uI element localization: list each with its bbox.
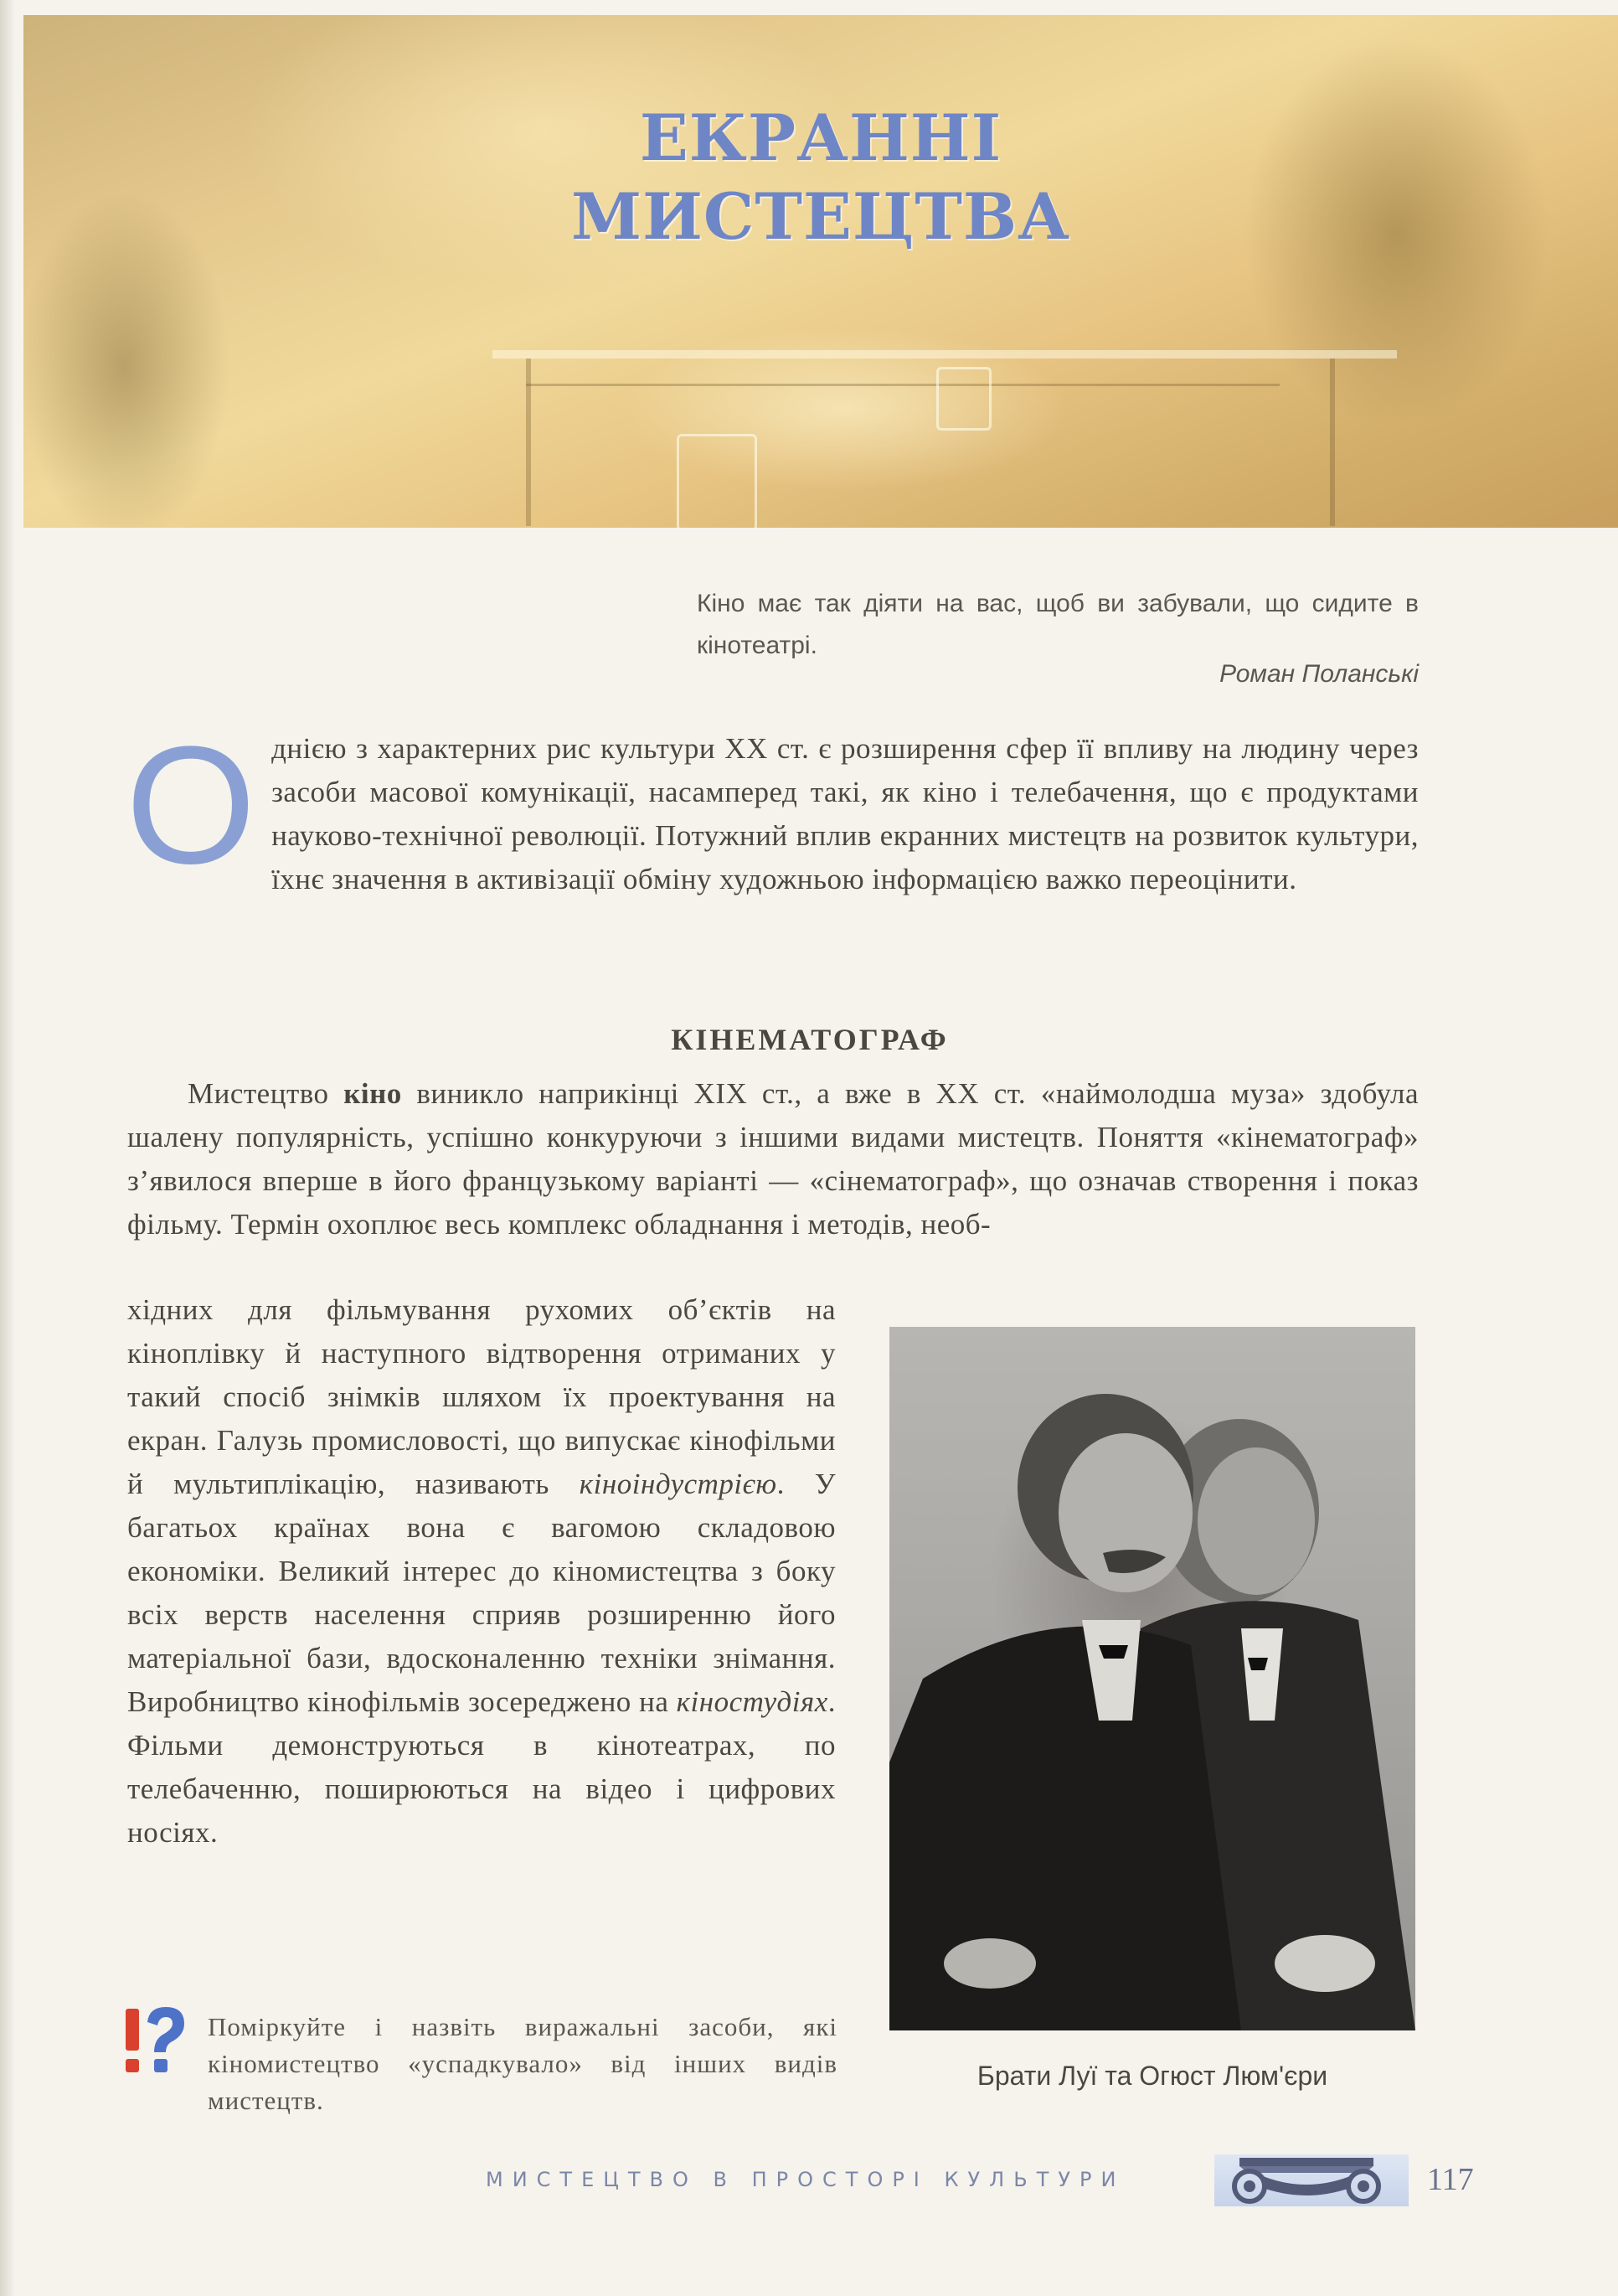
p1-text-end: виникло наприкінці XIX ст., а вже в XX ст. «наймолодша муза» здобула шалену популярність, успішно конкуруючи з іншими видами мистецтв. Поняття «кінематограф» з’явилося вперше в його французькому варіанті — «сінематограф», що означав створення і показ фільму. Термін охоплює весь комплекс обладнання і методів, необ-	[127, 1077, 1420, 1241]
p2-text-end: . Фільми демонструються в кінотеатрах, по телебаченню, поширюються на відео і цифрових носіях.	[127, 1685, 836, 1849]
p1-text-start: Мистецтво	[188, 1077, 344, 1110]
photo-illustration	[889, 1327, 1415, 2030]
footer-ornament	[1214, 2154, 1409, 2206]
banner-table-edge	[492, 350, 1397, 359]
p2-text-middle: . У багатьох країнах вона є вагомою складовою економіки. Великий інтерес до кіномистецтва з боку всіх верств населення сприяв розширенню його матеріальної бази, вдосконаленню техніки знімання. Виробництво кінофільмів зосереджено на	[127, 1468, 837, 1718]
exclamation-question-icon	[124, 2004, 186, 2079]
banner-table-shadow	[526, 384, 1280, 386]
page-number: 117	[1427, 2162, 1474, 2197]
section-paragraph-2	[127, 1288, 836, 1855]
banner-glass	[936, 367, 992, 431]
intro-paragraph	[126, 712, 1419, 901]
epigraph-author: Роман Поланські	[1219, 660, 1419, 688]
page-title-line-1: ЕКРАННІ	[639, 101, 1002, 175]
lumiere-brothers-photo	[889, 1327, 1415, 2030]
p2-text-start: хідних для фільмування рухомих об’єктів на кіноплівку й наступного відтворення отриманих у такий спосіб знімків шляхом їх проектування на екран. Галузь промисловості, що випускає кінофільми й мультиплікацію, називають	[127, 1293, 836, 1500]
epigraph-quote: Кіно має так діяти на вас, щоб ви забували, що сидите в кінотеатрі.	[697, 590, 1419, 659]
page-title-line-2: МИСТЕЦТВА	[570, 179, 1071, 254]
section-heading: КІНЕМАТОГРАФ	[671, 1023, 949, 1056]
intro-text: днією з характерних рис культури XX ст. є розширення сфер її впливу на людину через засоби масової комунікації, насамперед такі, як кіно і телебачення, що є продуктами науково-технічної революції. Потужний вплив екранних мистецтв на розвиток культури, їхнє значення в активізації обміну художньою інформацією важко переоцінити.	[271, 732, 1419, 895]
running-title: МИСТЕЦТВО В ПРОСТОРІ КУЛЬТУРИ	[486, 2168, 1126, 2191]
p1-keyword: кіно	[343, 1077, 402, 1110]
term-film-industry: кіноіндустрією	[579, 1468, 777, 1500]
reflection-question: Поміркуйте і назвіть виражальні засоби, які кіномистецтво «успадкувало» від інших видів мистецтв.	[208, 2012, 837, 2115]
ionic-capital-icon	[1214, 2154, 1409, 2206]
drop-cap: О	[126, 712, 257, 899]
header-banner	[23, 15, 1618, 528]
banner-table-leg	[526, 359, 531, 526]
term-film-studios: кіностудіях	[676, 1685, 828, 1718]
section-paragraph-1	[127, 1072, 1419, 1246]
banner-table-leg	[1330, 359, 1335, 526]
banner-glass	[677, 434, 757, 528]
photo-caption: Брати Луї та Огюст Люм'єри	[976, 2061, 1328, 2091]
page-binding-shadow	[0, 0, 15, 2296]
